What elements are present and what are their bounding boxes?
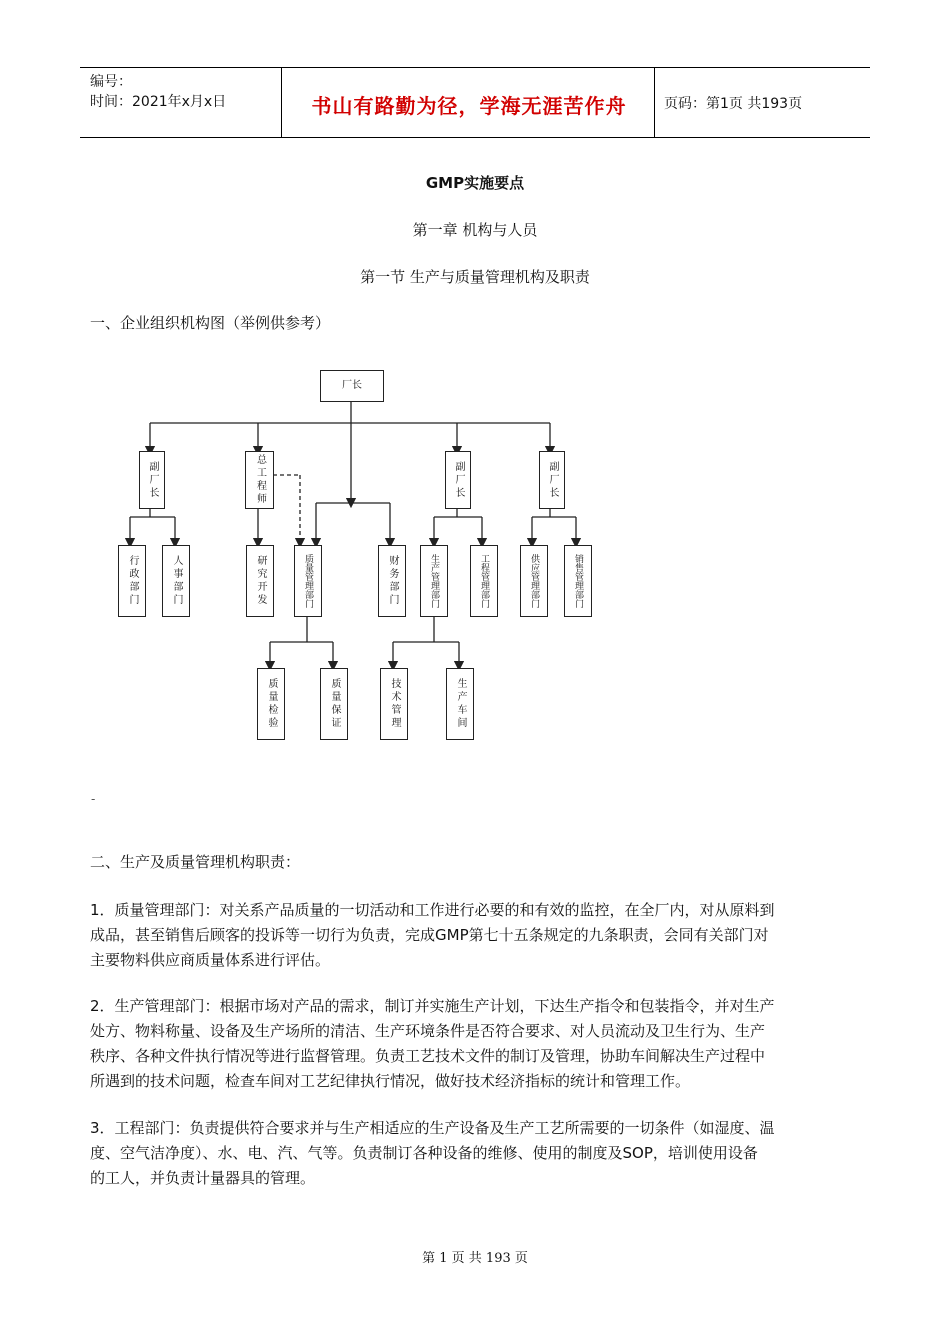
paragraph-quality-dept bbox=[90, 898, 860, 973]
stray-mark: - bbox=[91, 792, 96, 806]
org-box-hr-dept: 人事部门 bbox=[162, 545, 190, 617]
number-label: 编号： bbox=[90, 74, 132, 90]
paragraph-engineering-dept bbox=[90, 1116, 860, 1191]
org-box-vice-director-1: 副厂长 bbox=[139, 451, 165, 509]
paragraph-line: 所遇到的技术问题，检查车间对工艺纪律执行情况，做好技术经济指标的统计和管理工作。 bbox=[90, 1072, 691, 1090]
item-heading-2: 二、生产及质量管理机构职责： bbox=[90, 853, 301, 871]
org-box-qm-dept: 质量管理部门 bbox=[294, 545, 322, 617]
org-box-tech-mgmt: 技术管理 bbox=[380, 668, 408, 740]
paragraph-line: 成品，甚至销售后顾客的投诉等一切行为负责，完成GMP第七十五条规定的九条职责，会同有关部门对 bbox=[90, 926, 769, 944]
org-box-finance-dept: 财务部门 bbox=[378, 545, 406, 617]
item-heading-1: 一、企业组织机构图（举例供参考） bbox=[90, 314, 331, 332]
org-box-quality-inspection: 质量检验 bbox=[257, 668, 285, 740]
org-box-workshop: 生产车间 bbox=[446, 668, 474, 740]
org-box-factory-director: 厂长 bbox=[320, 370, 384, 402]
paragraph-line: 1．质量管理部门：对关系产品质量的一切活动和工作进行必要的和有效的监控，在全厂内，对从原料到 bbox=[90, 901, 775, 919]
paragraph-line: 2．生产管理部门：根据市场对产品的需求，制订并实施生产计划，下达生产指令和包装指令，并对生产 bbox=[90, 997, 775, 1015]
paragraph-line: 的工人，并负责计量器具的管理。 bbox=[90, 1169, 316, 1187]
org-box-rd: 研究开发 bbox=[246, 545, 274, 617]
org-box-admin-dept: 行政部门 bbox=[118, 545, 146, 617]
org-box-production-mgmt-dept: 生产管理部门 bbox=[420, 545, 448, 617]
org-box-supply-dept: 供应管理部门 bbox=[520, 545, 548, 617]
page-header bbox=[80, 67, 870, 138]
header-divider bbox=[654, 68, 655, 137]
paragraph-line: 主要物料供应商质量体系进行评估。 bbox=[90, 951, 331, 969]
header-page-info: 页码：第1页 共193页 bbox=[664, 96, 803, 112]
paragraph-line: 秩序、各种文件执行情况等进行监督管理。负责工艺技术文件的制订及管理，协助车间解决生产过程中 bbox=[90, 1047, 766, 1065]
page-footer: 第 1 页 共 193 页 bbox=[422, 1251, 528, 1266]
org-box-vice-director-2: 副厂长 bbox=[445, 451, 471, 509]
chapter-heading: 第一章 机构与人员 bbox=[412, 221, 538, 239]
header-motto: 书山有路勤为径，学海无涯苦作舟 bbox=[311, 94, 627, 118]
org-box-sales-dept: 销售管理部门 bbox=[564, 545, 592, 617]
date-label: 时间：2021年x月x日 bbox=[90, 94, 227, 110]
paragraph-line: 度、空气洁净度）、水、电、汽、气等。负责制订各种设备的维修、使用的制度及SOP，培训使用设备 bbox=[90, 1144, 758, 1162]
doc-title: GMP实施要点 bbox=[425, 174, 525, 192]
header-divider bbox=[281, 68, 282, 137]
org-box-engineering-dept: 工程管理部门 bbox=[470, 545, 498, 617]
paragraph-line: 处方、物料称量、设备及生产场所的清洁、生产环境条件是否符合要求、对人员流动及卫生行为、生产 bbox=[90, 1022, 766, 1040]
section-heading: 第一节 生产与质量管理机构及职责 bbox=[360, 268, 590, 286]
org-box-chief-engineer: 总工程师 bbox=[245, 451, 274, 509]
paragraph-production-dept bbox=[90, 994, 860, 1094]
org-box-vice-director-3: 副厂长 bbox=[539, 451, 565, 509]
org-box-quality-assurance: 质量保证 bbox=[320, 668, 348, 740]
header-meta bbox=[90, 72, 226, 112]
paragraph-line: 3．工程部门：负责提供符合要求并与生产相适应的生产设备及生产工艺所需要的一切条件（如湿度、温 bbox=[90, 1119, 775, 1137]
